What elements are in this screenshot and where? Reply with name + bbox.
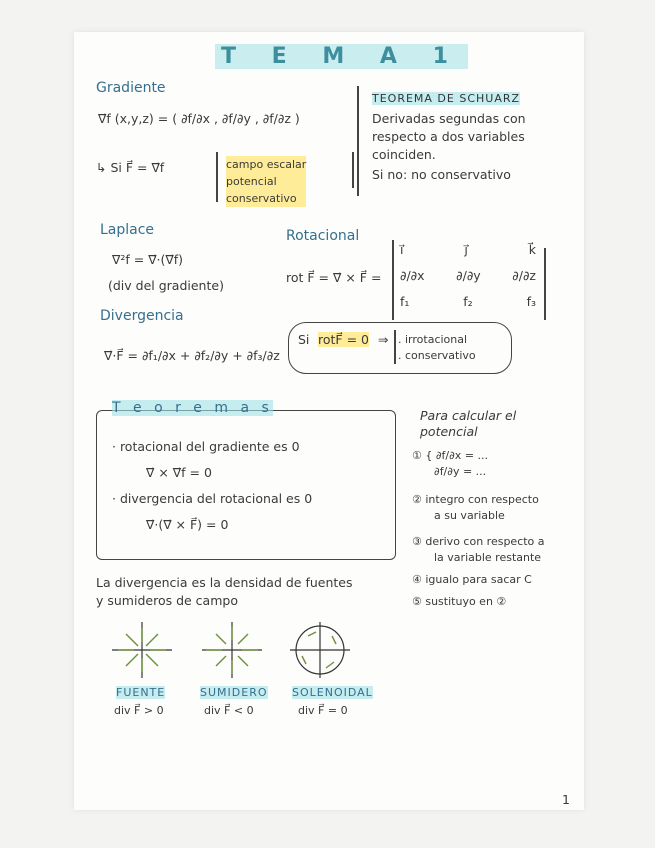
matrix-right-bar <box>544 248 546 320</box>
schwarz-heading: TEOREMA DE SCHUARZ <box>372 92 521 105</box>
potencial-step: a su variable <box>434 509 505 522</box>
schwarz-line: coinciden. <box>372 147 436 162</box>
schwarz-divider <box>357 86 359 196</box>
divergencia-description-line: La divergencia es la densidad de fuentes <box>96 575 353 590</box>
bubble-condition: rotF⃗ = 0 <box>318 332 369 347</box>
potencial-heading-line: potencial <box>420 424 478 439</box>
solenoidal-label: SOLENOIDAL <box>292 686 373 699</box>
potencial-steps <box>412 448 545 610</box>
campo-divider-right <box>352 152 354 188</box>
potencial-step: ③ derivo con respecto a <box>412 535 545 548</box>
potencial-step: la variable restante <box>434 551 542 564</box>
fuente-diagram <box>110 620 174 680</box>
bubble-divider <box>394 330 396 364</box>
campo-item: conservativo <box>226 190 306 207</box>
gradiente-si-line: ↳ Si F⃗ = ∇⃗f <box>96 160 165 175</box>
teoremas-heading: T e o r e m a s <box>112 400 273 416</box>
matrix-cell: ∂/∂z <box>512 268 536 283</box>
teorema-item: · rotacional del gradiente es 0 <box>112 439 300 454</box>
rotacional-formula: rot F⃗ = ∇⃗ × F⃗ = <box>286 270 382 285</box>
bubble-si: Si <box>298 332 310 347</box>
page-number: 1 <box>562 792 570 807</box>
campo-list <box>226 156 306 207</box>
fuente-label: FUENTE <box>116 686 166 699</box>
divergencia-description <box>96 574 353 610</box>
matrix-row <box>400 294 536 318</box>
potencial-step: ⑤ sustituyo en ② <box>412 595 507 608</box>
campo-item: potencial <box>226 173 306 190</box>
campo-item: campo escalar <box>226 158 307 171</box>
sumidero-label: SUMIDERO <box>200 686 268 699</box>
divergencia-formula: ∇⃗·F⃗ = ∂f₁/∂x + ∂f₂/∂y + ∂f₃/∂z <box>104 348 280 363</box>
potencial-heading <box>420 408 516 440</box>
rotacional-heading: Rotacional <box>286 228 360 244</box>
matrix-cell: ∂/∂x <box>400 268 425 283</box>
schwarz-text <box>372 110 526 184</box>
potencial-step: ② integro con respecto <box>412 493 539 506</box>
potencial-heading-line: Para calcular el <box>420 408 517 423</box>
bubble-result: . conservativo <box>398 349 476 362</box>
gradiente-heading: Gradiente <box>96 80 166 96</box>
teorema-formula: ∇⃗·(∇⃗ × F⃗) = 0 <box>146 517 229 532</box>
teorema-item: · divergencia del rotacional es 0 <box>112 491 313 506</box>
divergencia-description-line: y sumideros de campo <box>96 593 238 608</box>
matrix-row <box>400 242 536 268</box>
matrix-cell: f₁ <box>400 294 410 309</box>
bubble-arrow: ⇒ <box>378 332 389 347</box>
matrix-row <box>400 268 536 294</box>
schwarz-line: Derivadas segundas con <box>372 111 526 126</box>
schwarz-line: respecto a dos variables <box>372 129 525 144</box>
schwarz-line: Si no: no conservativo <box>372 167 511 182</box>
potencial-step: ∂f/∂y = ... <box>434 465 487 478</box>
laplace-note: (div del gradiente) <box>108 278 224 293</box>
matrix-cell: f₂ <box>463 294 473 309</box>
bubble-results <box>398 332 476 364</box>
matrix-left-bar <box>392 240 394 320</box>
sumidero-diagram <box>200 620 264 680</box>
solenoidal-diagram <box>288 620 352 680</box>
teorema-formula: ∇⃗ × ∇⃗f = 0 <box>146 465 212 480</box>
page-title: T E M A 1 <box>215 44 468 69</box>
fuente-condition: div F⃗ > 0 <box>114 704 164 717</box>
sumidero-condition: div F⃗ < 0 <box>204 704 254 717</box>
matrix-cell: j⃗ <box>464 242 468 257</box>
campo-divider <box>216 152 218 202</box>
potencial-step: ① { ∂f/∂x = ... <box>412 449 489 462</box>
gradiente-formula: ∇⃗f (x,y,z) = ( ∂f/∂x , ∂f/∂y , ∂f/∂z ) <box>98 111 300 126</box>
laplace-formula: ∇²f = ∇⃗·(∇⃗f) <box>112 252 184 267</box>
laplace-heading: Laplace <box>100 222 155 238</box>
matrix-cell: i⃗ <box>400 242 404 257</box>
rot-matrix <box>400 242 536 318</box>
potencial-step: ④ igualo para sacar C <box>412 573 532 586</box>
matrix-cell: ∂/∂y <box>456 268 481 283</box>
matrix-cell: k⃗ <box>528 242 536 257</box>
matrix-cell: f₃ <box>526 294 536 309</box>
solenoidal-condition: div F⃗ = 0 <box>298 704 348 717</box>
teoremas-list <box>112 434 312 538</box>
divergencia-heading: Divergencia <box>100 308 184 324</box>
bubble-result: . irrotacional <box>398 333 468 346</box>
